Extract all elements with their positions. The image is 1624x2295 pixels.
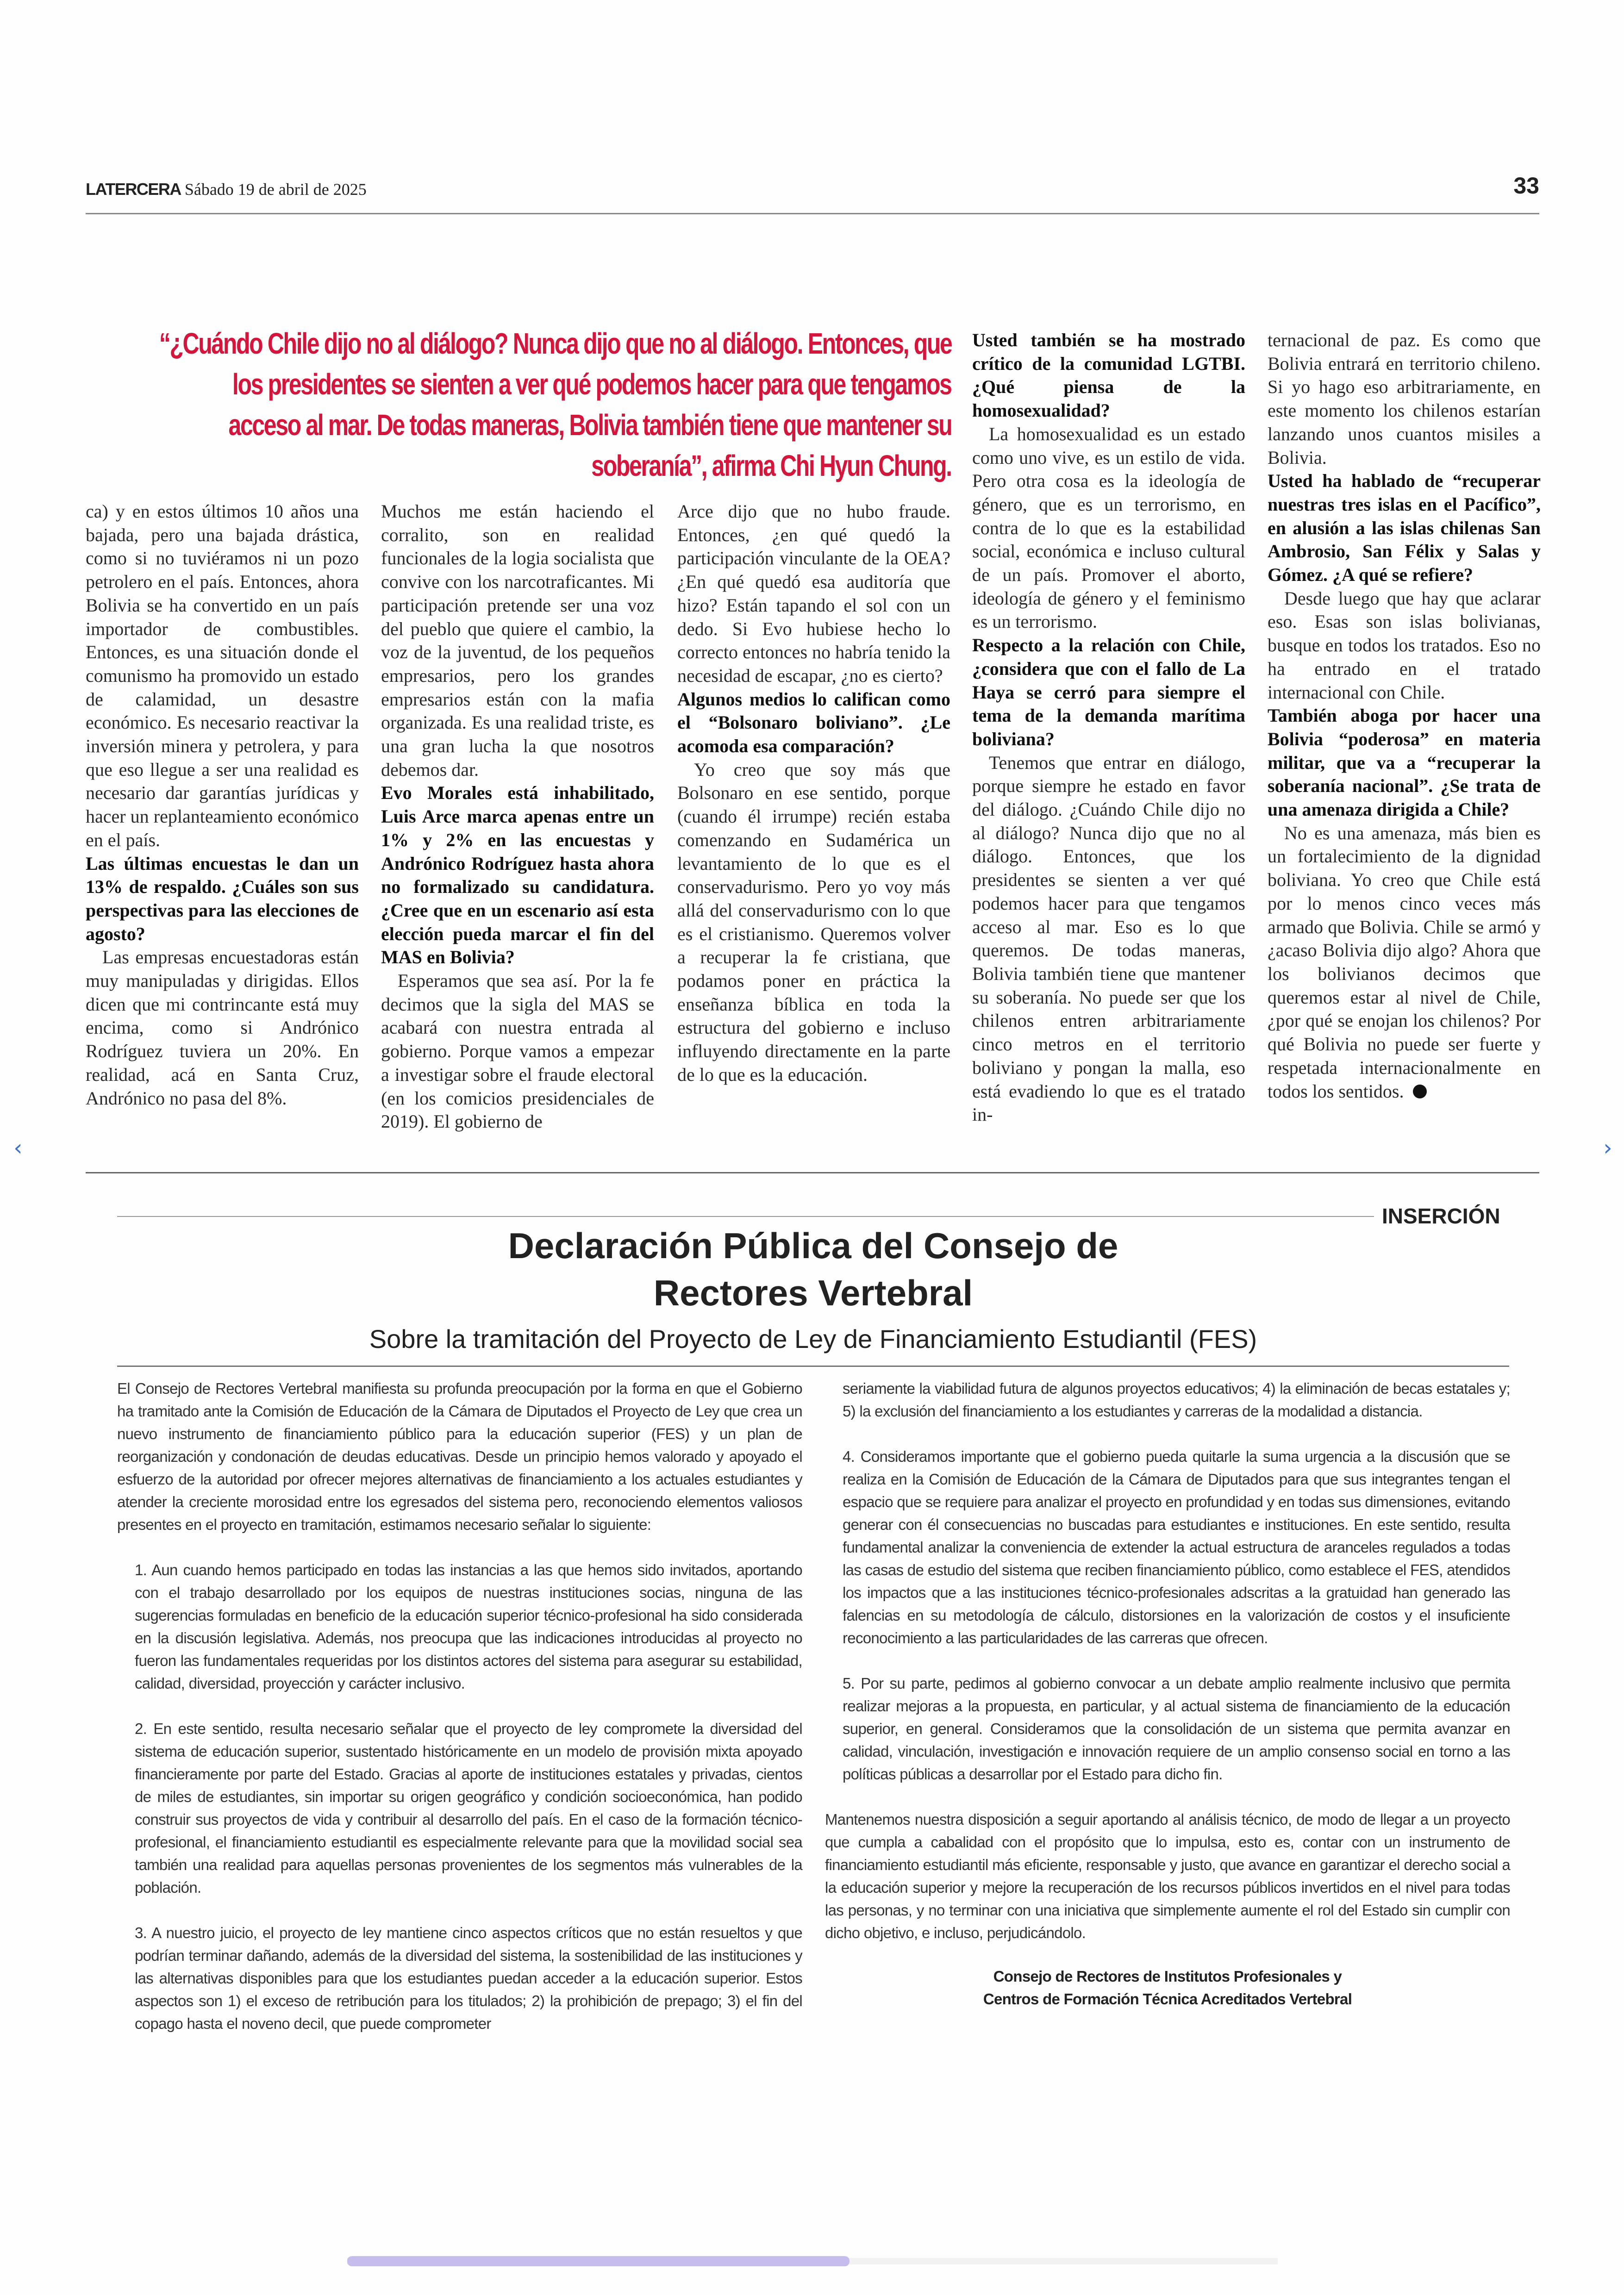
interview-answer xyxy=(1268,587,1541,705)
declaration-title xyxy=(117,1222,1509,1316)
declaration-point: 5. Por su parte, pedimos al gobierno convocar a un debate amplio realmente inclusivo que permita realizar mejoras a la propuesta, en particular, y al actual sistema de financiamiento de la educación superior, en general. Consideramos que la consolidación de un sistema que permita avanzar en calidad, vinculación, investigación e innovación requiere de un amplio consenso social en torno a las políticas públicas a desarrollar por el Estado para dicho fin. xyxy=(843,1675,1510,1783)
declaration-title-line: Rectores Vertebral xyxy=(653,1272,973,1313)
declaration-right-column xyxy=(825,1377,1510,2010)
paragraph-text: No es una amenaza, más bien es un fortalecimiento de la dignidad boliviana. Yo creo que Chile está por lo menos cinco veces más armado que Bolivia. Chile se armó y ¿acaso Bolivia dijo algo? Ahora que los bolivianos decimos que queremos estar al nivel de Chile, ¿por qué se enojan los chilenos? Por qué Bolivia no puede ser fuerte y respetada internacionalmente en todos los sentidos. xyxy=(1268,822,1541,1102)
article-column-4 xyxy=(972,329,1245,1127)
interview-answer xyxy=(86,500,359,852)
issue-date: Sábado 19 de abril de 2025 xyxy=(184,180,367,199)
interview-question xyxy=(972,329,1245,423)
signature-line: Consejo de Rectores de Institutos Profesionales y xyxy=(993,1968,1342,1985)
interview-question xyxy=(381,781,654,969)
paragraph-text: Respecto a la relación con Chile, ¿considera que con el fallo de La Haya se cerró para siempre el tema de la demanda marítima boliviana? xyxy=(972,635,1245,749)
declaration-point: seriamente la viabilidad futura de algunos proyectos educativos; 4) la eliminación de becas estatales y; 5) la exclusión del financiamiento a los estudiantes y carreras de la modalidad a distancia. xyxy=(843,1380,1510,1420)
paragraph-text: Las últimas encuestas le dan un 13% de respaldo. ¿Cuáles son sus perspectivas para las elecciones de agosto? xyxy=(86,853,359,944)
paragraph-text: La homosexualidad es un estado como uno vive, es un estilo de vida. Pero otra cosa es la ideología de género, que es un terrorismo, en contra de lo que es la estabilidad social, económica e incluso cultural de un país. Promover el aborto, ideología de género y el feminismo es un terrorismo. xyxy=(972,423,1245,632)
paragraph-text: Arce dijo que no hubo fraude. Entonces, ¿en qué quedó la participación vinculante de la OEA? ¿En qué quedó esa auditoría que hizo? Están tapando el sol con un dedo. Si Evo hubiese hecho lo correcto entonces no habría tenido la necesidad de escapar, ¿no es cierto? xyxy=(677,501,950,686)
interview-answer xyxy=(1268,822,1541,1103)
insertion-label: INSERCIÓN xyxy=(1382,1204,1500,1228)
interview-question xyxy=(677,688,950,758)
signature xyxy=(825,1965,1510,2010)
declaration-title-line: Declaración Pública del Consejo de xyxy=(508,1225,1118,1266)
interview-answer xyxy=(972,751,1245,1127)
article-column-3 xyxy=(677,500,950,1087)
interview-question xyxy=(86,852,359,946)
header-rule xyxy=(86,213,1539,214)
declaration-paragraph: Mantenemos nuestra disposición a seguir aportando al análisis técnico, de modo de llegar a un proyecto que cumpla a cabalidad con el propósito que lo impulsa, esto es, contar con un instrumento de financiamiento estudiantil más eficiente, responsable y justo, que avance en garantizar el derecho social a la educación superior y mejore la recuperación de los recursos públicos invertidos en el nivel para todas las personas, y no terminar con una iniciativa que simplemente aumente el rol del Estado sin cumplir con dicho objetivo, e incluso, perjudicándolo. xyxy=(825,1811,1510,1941)
declaration-point: 2. En este sentido, resulta necesario señalar que el proyecto de ley compromete la diversidad del sistema de educación superior, sustentado históricamente en un modelo de provisión mixta apoyado financieramente por parte del Estado. Gracias al aporte de instituciones estatales y privadas, cientos de miles de estudiantes, sin importar su origen geográfico y condición socioeconómica, han podido construir sus proyectos de vida y contribuir al desarrollo del país. En el caso de la formación técnico-profesional, el financiamiento estudiantil es especialmente relevante para que la movilidad social sea también una realidad para aquellas personas provenientes de los segmentos más vulnerables de la población. xyxy=(135,1720,802,1896)
paragraph-text: Las empresas encuestadoras están muy manipuladas y dirigidas. Ellos dicen que mi contrincante está muy encima, como si Andrónico Rodríguez tuviera un 20%. En realidad, acá en Santa Cruz, Andrónico no pasa del 8%. xyxy=(86,947,359,1109)
subtitle-rule xyxy=(117,1366,1509,1367)
declaration-point: 1. Aun cuando hemos participado en todas las instancias a las que hemos sido invitados, aportando con el trabajo desarrollado por los equipos de nuestras instituciones socias, ninguna de las sugerencias formuladas en beneficio de la educación superior técnico-profesional ha sido considerada en la discusión legislativa. Además, nos preocupa que las indicaciones introducidas al proyecto no fueron las fundamentales requeridas por los distintos actores del sistema para asegurar su estabilidad, calidad, diversidad, proyección y carácter inclusivo. xyxy=(135,1561,802,1692)
pull-quote-line: acceso al mar. De todas maneras, Bolivia también tiene que mantener su xyxy=(228,408,951,442)
declaration-subtitle: Sobre la tramitación del Proyecto de Ley de Financiamiento Estudiantil (FES) xyxy=(369,1324,1257,1353)
paragraph-text: También aboga por hacer una Bolivia “poderosa” en materia militar, que va a “recuperar la soberanía nacional”. ¿Se trata de una amenaza dirigida a Chile? xyxy=(1268,705,1541,820)
pull-quote-line: los presidentes se sienten a ver qué podemos hacer para que tengamos xyxy=(232,368,951,401)
declaration-paragraph: El Consejo de Rectores Vertebral manifiesta su profunda preocupación por la forma en que el Gobierno ha tramitado ante la Comisión de Educación de la Cámara de Diputados el Proyecto de Ley que crea un nuevo instrumento de financiamiento público para la educación superior (FES) y un plan de reorganización y condonación de deudas educativas. Desde un principio hemos valorado y apoyado el esfuerzo de la autoridad por ofrecer mejores alternativas de financiamiento a los actuales estudiantes y atender la creciente morosidad entre los egresados del sistema pero, reconociendo elementos valiosos presentes en el proyecto en tramitación, estimamos necesario señalar lo siguiente: xyxy=(117,1380,802,1533)
interview-answer xyxy=(86,946,359,1110)
article-column-5 xyxy=(1268,329,1541,1103)
interview-question xyxy=(1268,469,1541,587)
next-page-chevron-right-icon[interactable]: › xyxy=(1603,1135,1612,1161)
scroll-thumb[interactable] xyxy=(347,2256,849,2266)
paragraph-text: Algunos medios lo califican como el “Bolsonaro boliviano”. ¿Le acomoda esa comparación? xyxy=(677,688,950,757)
declaration-left-column xyxy=(117,1377,802,2058)
signature-line: Centros de Formación Técnica Acreditados Vertebral xyxy=(983,1990,1352,2008)
page-number: 33 xyxy=(1513,173,1539,199)
pull-quote-line: soberanía”, afirma Chi Hyun Chung. xyxy=(591,449,951,482)
paragraph-text: Esperamos que sea así. Por la fe decimos que la sigla del MAS se acabará con nuestra entrada al gobierno. Porque vamos a empezar a investigar sobre el fraude electoral (en los comicios presidenciales de 2019). El gobierno de xyxy=(381,970,654,1132)
insertion-rule xyxy=(117,1216,1374,1217)
paragraph-text: Usted también se ha mostrado crítico de la comunidad LGTBI. ¿Qué piensa de la homosexualidad? xyxy=(972,330,1245,421)
pull-quote-line: “¿Cuándo Chile dijo no al diálogo? Nunca dijo que no al diálogo. Entonces, que xyxy=(159,327,951,360)
paragraph-text: Evo Morales está inhabilitado, Luis Arce marca apenas entre un 1% y 2% en las encuestas y Andrónico Rodríguez hasta ahora no formalizado su candidatura. ¿Cree que en un escenario así esta elección pueda marcar el fin del MAS en Bolivia? xyxy=(381,782,654,968)
previous-page-chevron-left-icon[interactable]: ‹ xyxy=(13,1135,23,1161)
paragraph-text: Yo creo que soy más que Bolsonaro en ese sentido, porque (cuando él irrumpe) recién estaba comenzando en Sudamérica un levantamiento de lo que es el conservadurismo. Pero yo voy más allá del conservadurismo con lo que es el cristianismo. Queremos volver a recuperar la fe cristiana, que podamos poner en práctica la enseñanza bíblica en toda la estructura del gobierno e incluso influyendo directamente en la parte de lo que es la educación. xyxy=(677,759,950,1085)
interview-question xyxy=(1268,704,1541,822)
interview-answer xyxy=(381,969,654,1134)
paragraph-text: ternacional de paz. Es como que Bolivia entrará en territorio chileno. Si yo hago eso arbitrariamente, en este momento los chilenos estarían lanzando unos cuantos misiles a Bolivia. xyxy=(1268,330,1541,468)
interview-answer xyxy=(677,500,950,688)
paragraph-text: ca) y en estos últimos 10 años una bajada, pero una bajada drástica, como si no tuviéramos ni un pozo petrolero en el país. Entonces, ahora Bolivia se ha convertido en un país importador de combustibles. Entonces, es una situación donde el comunismo ha promovido un estado de calamidad, un desastre económico. Es necesario reactivar la inversión minera y petrolera, y para que eso llegue a ser una realidad es necesario dar garantías jurídicas y hacer un replanteamiento económico en el país. xyxy=(86,501,359,850)
interview-answer xyxy=(1268,329,1541,469)
newspaper-brand: LATERCERA xyxy=(86,180,181,199)
paragraph-text: Usted ha hablado de “recuperar nuestras tres islas en el Pacífico”, en alusión a las islas chilenas San Ambrosio, San Félix y Salas y Gómez. ¿A qué se refiere? xyxy=(1268,470,1541,586)
page-header xyxy=(86,180,367,199)
interview-answer xyxy=(677,758,950,1087)
declaration-point: 4. Consideramos importante que el gobierno pueda quitarle la suma urgencia a la discusión que se realiza en la Comisión de Educación de la Cámara de Diputados para que sus integrantes tengan el espacio que se requiere para analizar el proyecto en profundidad y en todas sus dimensiones, evitando generar con él consecuencias no buscadas para estudiantes e instituciones. En este sentido, resulta fundamental analizar la conveniencia de extender la actual estructura de aranceles regulados a todas las casas de estudio del sistema que reciben financiamiento público, como establece el FES, atendidos los impactos que a las instituciones técnico-profesionales adscritas a la gratuidad han generado las falencias en su metodología de cálculo, distorsiones en la valorización de costos y el insuficiente reconocimiento a las particularidades de las carreras que ofrecen. xyxy=(843,1448,1510,1646)
declaration-point: 3. A nuestro juicio, el proyecto de ley mantiene cinco aspectos críticos que no están resueltos y que podrían terminar dañando, además de la diversidad del sistema, la sostenibilidad de las instituciones y las alternativas disponibles para que los estudiantes puedan acceder a la educación superior. Estos aspectos son 1) el exceso de retribución para los titulados; 2) la prohibición de prepago; 3) el fin del copago hasta el noveno decil, que puede comprometer xyxy=(135,1924,802,2032)
end-mark-bullet-icon xyxy=(1413,1085,1427,1098)
paragraph-text: Muchos me están haciendo el corralito, son en realidad funcionales de la logia socialista que convive con los narcotraficantes. Mi participación pretende ser una voz del pueblo que quiere el cambio, la voz de la juventud, de los pequeños empresarios, pero los grandes empresarios están con la mafia organizada. Es una realidad triste, es una gran lucha la que nosotros debemos dar. xyxy=(381,501,654,780)
article-column-1 xyxy=(86,500,359,1110)
pull-quote xyxy=(69,326,951,489)
interview-answer xyxy=(972,423,1245,634)
article-column-2 xyxy=(381,500,654,1134)
paragraph-text: Desde luego que hay que aclarar eso. Esas son islas bolivianas, busque en todos los tratados. Eso no ha entrado en el tratado internacional con Chile. xyxy=(1268,587,1541,703)
paragraph-text: Tenemos que entrar en diálogo, porque siempre he estado en favor del diálogo. ¿Cuándo Chile dijo no al diálogo? Nunca dijo que no al diálogo. Entonces, que los presidentes se sienten a ver qué podemos hacer para que tengamos acceso al mar. Eso es lo que queremos. De todas maneras, Bolivia también tiene que mantener su soberanía. No puede ser que los chilenos entren arbitrariamente cinco metros en el territorio boliviano y pongan la malla, eso está evadiendo lo que es el tratado in- xyxy=(972,752,1245,1125)
section-divider xyxy=(86,1172,1539,1173)
interview-answer xyxy=(381,500,654,781)
interview-question xyxy=(972,634,1245,751)
